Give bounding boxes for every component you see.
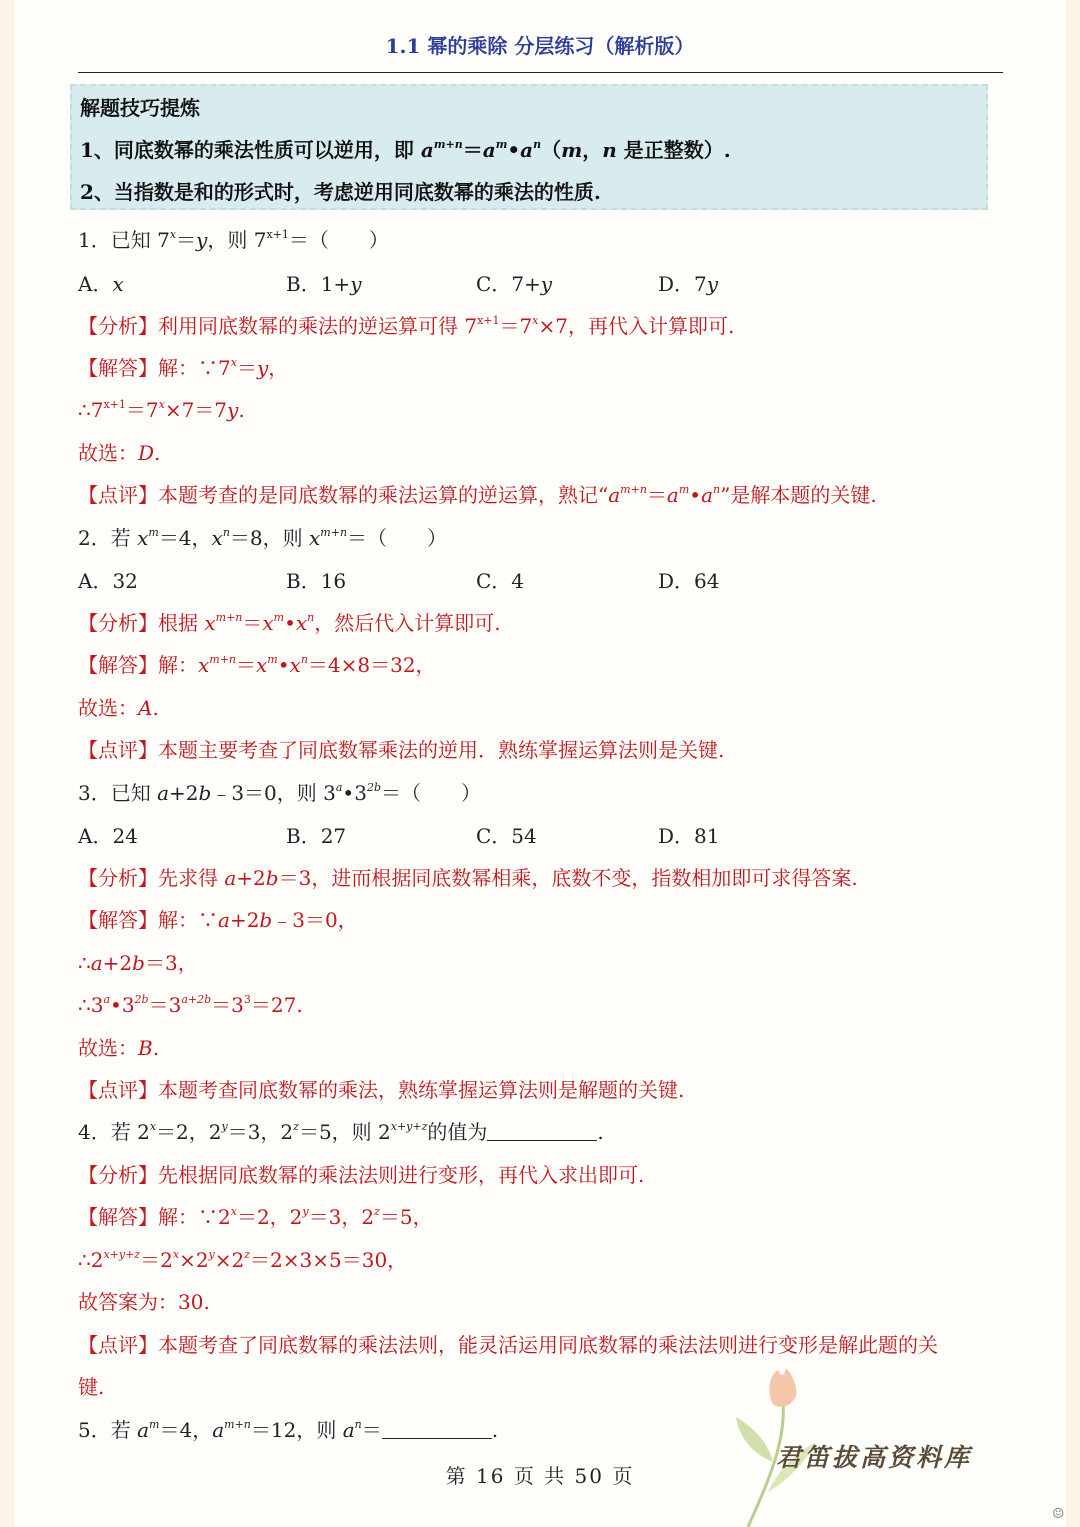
q2-option-a: A．32 — [78, 569, 138, 593]
q1-option-a: A．x — [78, 272, 124, 296]
tips-line-2: 2、当指数是和的形式时，考虑逆用同底数幂的乘法的性质. — [80, 180, 601, 204]
q1-solution: 【解答】解：$\because 7^x=y$， — [78, 356, 289, 380]
watermark-text: 君笛拔高资料库 — [776, 1443, 973, 1472]
q1-option-b: B．1+y — [286, 272, 362, 296]
q3-solution-step-1: ∴a+2b＝3， — [78, 951, 198, 975]
q3-option-a: A．24 — [78, 824, 138, 848]
q1-analysis: 【分析】利用同底数幂的乘法的逆运算可得 $7^{x+1}=7^x\times 7$，再代入计算即可. — [78, 314, 735, 338]
q3-solution: 【解答】解：∵a+2b﹣3＝0， — [78, 908, 358, 932]
q5-answer-blank[interactable] — [382, 1418, 492, 1439]
q4-answer-blank[interactable] — [487, 1120, 597, 1141]
q4-solution: 【解答】解：$\because 2^x=2$，$2^y=3$，$2^z=5$， — [78, 1205, 433, 1229]
smiley-icon: ☺ — [1052, 1506, 1065, 1522]
q1-option-c: C．7+y — [476, 272, 553, 296]
q3-comment: 【点评】本题考查同底数幂的乘法，熟练掌握运算法则是解题的关键. — [78, 1078, 685, 1102]
q2-choice: 故选：A. — [78, 696, 159, 720]
page-title: 1.1 幂的乘除 分层练习（解析版） — [385, 34, 695, 58]
q1-solution-step: $\therefore 7^{x+1}=7^x\times 7=7y$. — [78, 398, 245, 422]
tips-line-1: 1、同底数幂的乘法性质可以逆用，即 $a^{m+n}=a^m•a^n(m$，n 是正整数）. — [80, 138, 731, 162]
q3-solution-step-2: $\therefore 3^a•3^{2b}=3^{a+2b}=3^3=27$. — [78, 993, 303, 1017]
q2-analysis: 【分析】根据 $x^{m+n}=x^m•x^n$，然后代入计算即可. — [78, 611, 501, 635]
q1-stem: 1．已知 $7^x=y$，则 $7^{x+1}=$（ ） — [78, 228, 389, 252]
q2-option-d: D．64 — [658, 569, 720, 593]
q3-option-d: D．81 — [658, 824, 720, 848]
q3-stem: 3．已知 a+2b﹣3＝0，则 $3^a•3^{2b}=$（ ） — [78, 781, 481, 805]
page-number: 第 16 页 共 50 页 — [445, 1464, 635, 1488]
q4-stem: 4．若 $2^x=2$，$2^y=3$，$2^z=5$，则 $2^{x+y+z}$的值为 . — [78, 1120, 604, 1144]
q4-comment-cont: 键. — [78, 1375, 105, 1399]
q3-choice: 故选：B. — [78, 1036, 160, 1060]
q3-option-c: C．54 — [476, 824, 537, 848]
q1-option-d: D．7y — [658, 272, 719, 296]
q1-choice: 故选：D. — [78, 441, 161, 465]
q4-solution-step: $\therefore 2^{x+y+z}=2^x\times 2^y\times 2^z=2\times 3\times 5=30$， — [78, 1248, 408, 1272]
q4-analysis: 【分析】先根据同底数幂的乘法法则进行变形，再代入求出即可. — [78, 1163, 645, 1187]
q3-analysis: 【分析】先求得 a+2b＝3，进而根据同底数幂相乘，底数不变，指数相加即可求得答案. — [78, 866, 858, 890]
tips-box — [70, 84, 988, 210]
q2-comment: 【点评】本题主要考查了同底数幂乘法的逆用．熟练掌握运算法则是关键. — [78, 738, 725, 762]
tips-title: 解题技巧提炼 — [80, 96, 200, 120]
q2-option-b: B．16 — [286, 569, 347, 593]
q1-comment: 【点评】本题考查的是同底数幂的乘法运算的逆运算，熟记“$a^{m+n}=a^m•a^n$”是解本题的关键. — [78, 483, 877, 507]
q4-answer: 故答案为：30. — [78, 1290, 210, 1314]
header-rule — [78, 72, 1003, 73]
q2-stem: 2．若 $x^m=4$，$x^n=8$，则 $x^{m+n}=$（ ） — [78, 526, 448, 550]
q2-solution: 【解答】解：$x^{m+n}=x^m•x^n=4\times 8=32$， — [78, 653, 436, 677]
q3-option-b: B．27 — [286, 824, 347, 848]
q2-option-c: C．4 — [476, 569, 525, 593]
q5-stem: 5．若 $a^m=4$，$a^{m+n}=12$，则 $a^n=$ . — [78, 1418, 499, 1442]
q4-comment: 【点评】本题考查了同底数幂的乘法法则，能灵活运用同底数幂的乘法法则进行变形是解此题的关 — [78, 1333, 938, 1357]
